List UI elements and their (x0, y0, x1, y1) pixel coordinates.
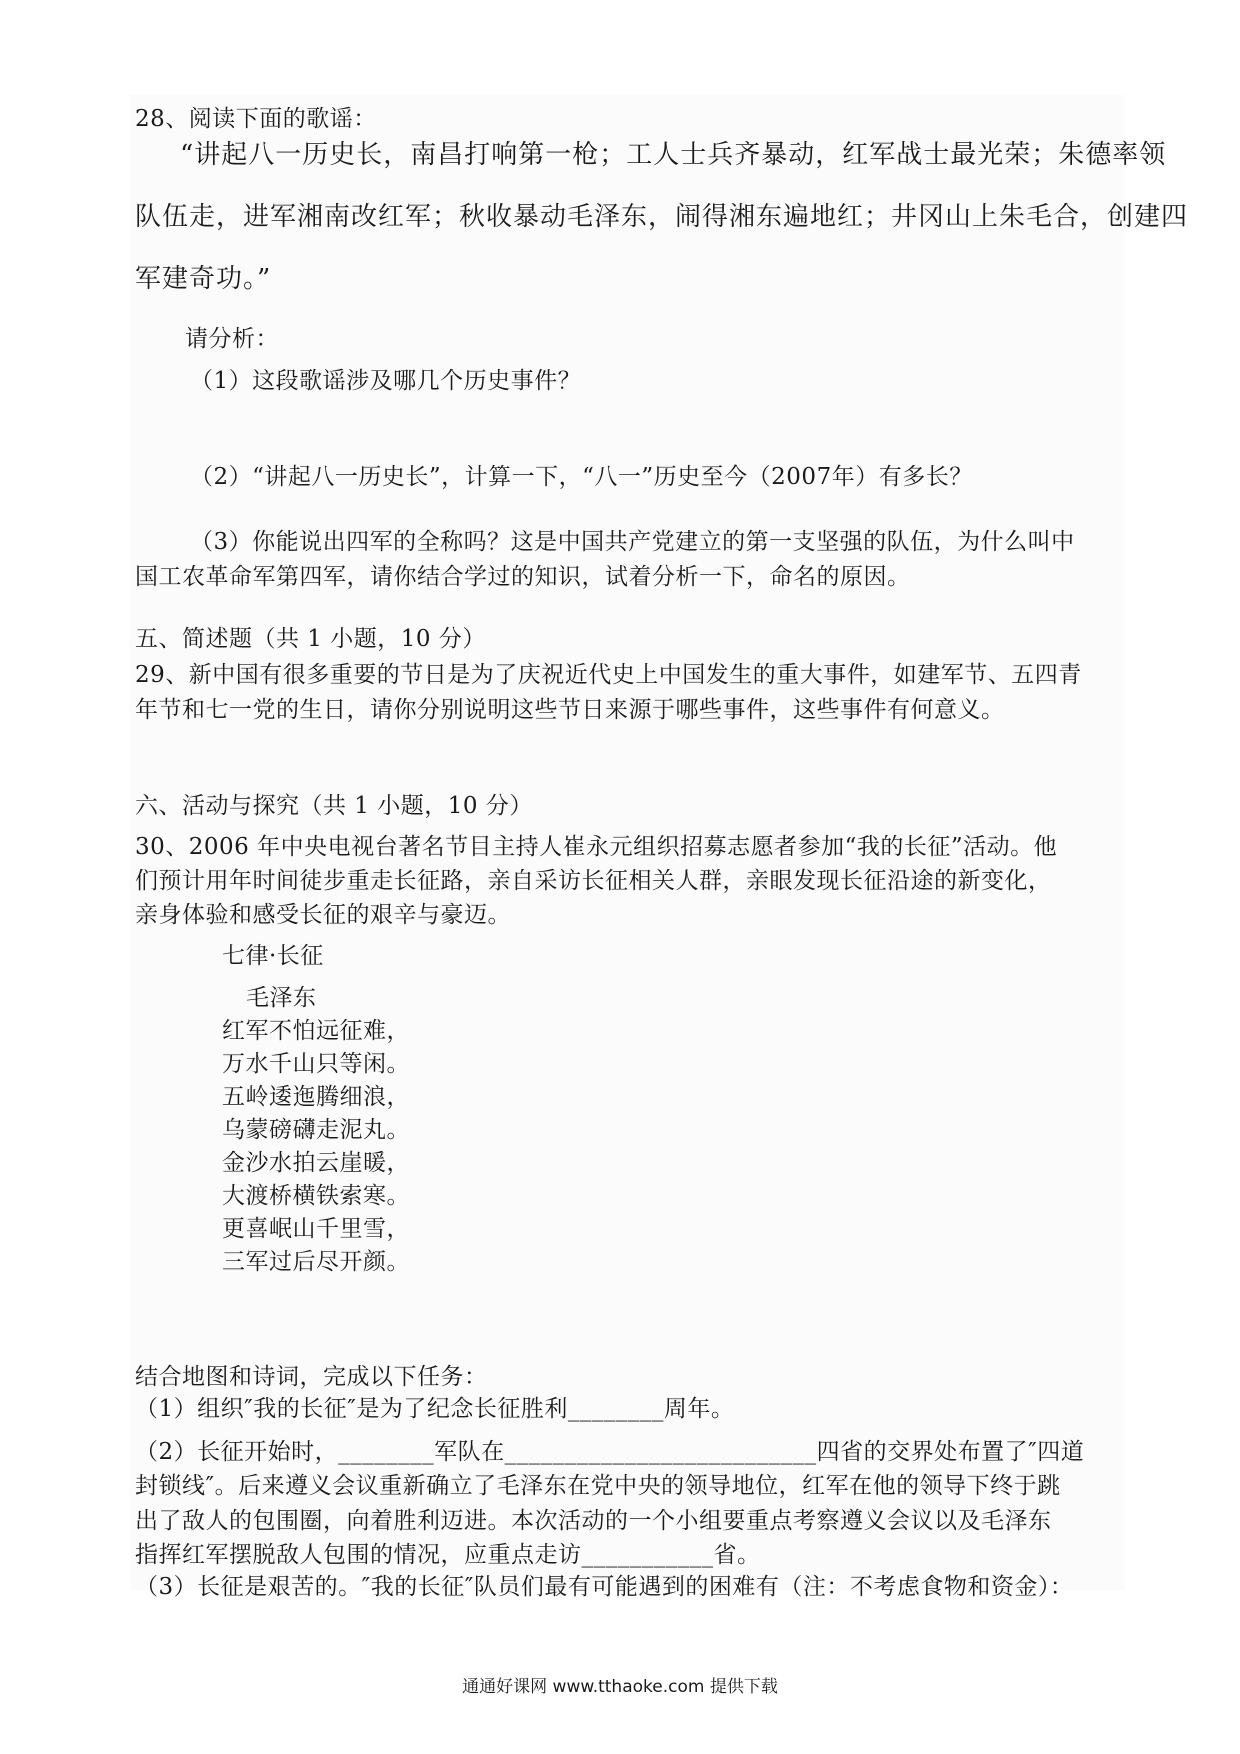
q28-sub-3-line-2: 国工农革命军第四军，请你结合学过的知识，试着分析一下，命名的原因。 (135, 564, 911, 590)
tasks-intro: 结合地图和诗词，完成以下任务： (135, 1364, 488, 1390)
poem-author: 毛泽东 (246, 985, 317, 1011)
section-5-heading: 五、简述题（共 1 小题，10 分） (135, 626, 486, 652)
task-3: （3）长征是艰苦的。″我的长征″队员们最有可能遇到的困难有（注：不考虑食物和资金）： (135, 1574, 1074, 1600)
task-2-line-3: 出了敌人的包围圈，向着胜利迈进。本次活动的一个小组要重点考察遵义会议以及毛泽东 (135, 1508, 1052, 1534)
section-6-heading: 六、活动与探究（共 1 小题，10 分） (135, 793, 533, 819)
q29-line-2: 年节和七一党的生日，请你分别说明这些节日来源于哪些事件，这些事件有何意义。 (135, 697, 1005, 723)
task-1: （1）组织″我的长征″是为了纪念长征胜利________周年。 (135, 1396, 735, 1422)
poem-line: 五岭逶迤腾细浪， (222, 1084, 410, 1110)
poem-line: 乌蒙磅礴走泥丸。 (222, 1117, 410, 1143)
poem-line: 更喜岷山千里雪， (222, 1216, 410, 1242)
poem-line: 万水千山只等闲。 (222, 1051, 410, 1077)
q28-song-line-1: “讲起八一历史长，南昌打响第一枪；工人士兵齐暴动，红军战士最光荣；朱德率领 (180, 140, 1167, 170)
poem-line: 金沙水拍云崖暖， (222, 1150, 410, 1176)
q30-line-3: 亲身体验和感受长征的艰辛与豪迈。 (135, 902, 511, 928)
q28-song-line-2: 队伍走，进军湘南改红军；秋收暴动毛泽东，闹得湘东遍地红；井冈山上朱毛合，创建四 (135, 202, 1189, 232)
q28-sub-2: （2）“讲起八一历史长”，计算一下，“八一”历史至今（2007年）有多长？ (190, 464, 973, 490)
q28-song-line-3: 军建奇功。” (135, 264, 272, 294)
q30-line-1: 30、2006 年中央电视台著名节目主持人崔永元组织招募志愿者参加“我的长征”活动。他 (135, 834, 1058, 860)
poem-line: 大渡桥横铁索寒。 (222, 1183, 410, 1209)
q29-line-1: 29、新中国有很多重要的节日是为了庆祝近代史上中国发生的重大事件，如建军节、五四青 (135, 662, 1082, 688)
poem-line: 红军不怕远征难， (222, 1018, 410, 1044)
task-2-line-4: 指挥红军摆脱敌人包围的情况，应重点走访___________省。 (135, 1542, 761, 1568)
q28-analyze: 请分析： (185, 326, 279, 352)
poem-title: 七律·长征 (222, 943, 324, 969)
footer-credit: 通通好课网 www.tthaoke.com 提供下载 (462, 1677, 778, 1697)
task-2-line-2: 封锁线″。后来遵义会议重新确立了毛泽东在党中央的领导地位，红军在他的领导下终于跳 (135, 1473, 1061, 1499)
q28-title: 28、阅读下面的歌谣： (135, 106, 377, 132)
q28-sub-1: （1）这段歌谣涉及哪几个历史事件？ (190, 368, 582, 394)
q28-sub-3-line-1: （3）你能说出四军的全称吗？这是中国共产党建立的第一支坚强的队伍，为什么叫中 (190, 529, 1075, 555)
poem-line: 三军过后尽开颜。 (222, 1249, 410, 1275)
task-2-line-1: （2）长征开始时，________军队在__________________________四省的交界处布置了″四道 (135, 1439, 1085, 1465)
q30-line-2: 们预计用年时间徒步重走长征路，亲自采访长征相关人群，亲眼发现长征沿途的新变化， (135, 868, 1052, 894)
